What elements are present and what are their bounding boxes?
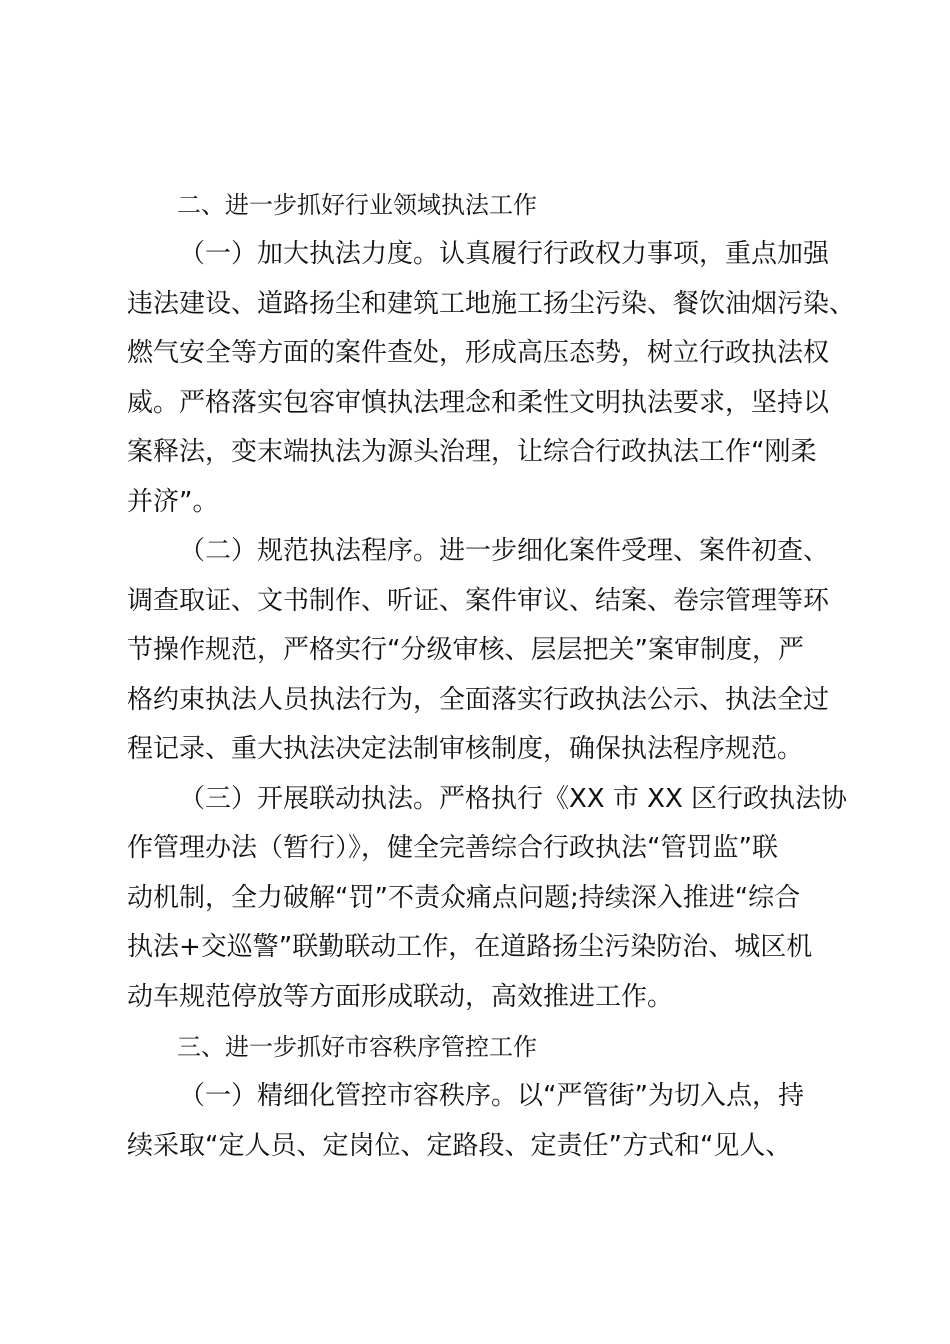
text-line: 作管理办法（暂行）》，健全完善综合行政执法“管罚监”联 [127, 833, 778, 863]
text-line: 威。严格落实包容审慎执法理念和柔性文明执法要求，坚持以 [127, 387, 830, 418]
paragraph-3-1 [127, 1072, 837, 1171]
text-line: 并济”。 [127, 486, 219, 517]
text-line: （三）开展联动执法。严格执行《XX 市 XX 区行政执法协 [179, 783, 848, 814]
text-line: （二）规范执法程序。进一步细化案件受理、案件初查、 [179, 536, 830, 566]
text-line: 动机制，全力破解“罚”不责众痛点问题;持续深入推进“综合 [127, 882, 801, 913]
document-body [127, 180, 856, 1171]
text-line: 调查取证、文书制作、听证、案件审议、结案、卷宗管理等环 [127, 585, 830, 616]
section-heading-2: 二、进一步抓好行业领域执法工作 [177, 191, 537, 219]
text-line: 动车规范停放等方面形成联动，高效推进工作。 [127, 981, 674, 1012]
paragraph-2-3 [127, 775, 848, 1023]
text-line: 执法+交巡警”联勤联动工作，在道路扬尘污染防治、城区机 [127, 932, 813, 962]
text-line: 燃气安全等方面的案件查处，形成高压态势，树立行政执法权 [127, 338, 830, 368]
text-line: 续采取“定人员、定岗位、定路段、定责任”方式和“见人、 [127, 1130, 792, 1161]
text-line: （一）精细化管控市容秩序。以“严管街”为切入点，持 [179, 1081, 804, 1111]
section-heading-3: 三、进一步抓好市容秩序管控工作 [177, 1033, 537, 1061]
paragraph-2-2 [127, 527, 837, 775]
text-line: 案释法，变末端执法为源头治理，让综合行政执法工作“刚柔 [127, 437, 817, 467]
text-line: 节操作规范，严格实行“分级审核、层层把关”案审制度，严 [127, 635, 804, 665]
text-line: （一）加大执法力度。认真履行行政权力事项，重点加强 [179, 239, 830, 269]
paragraph-2-1 [127, 230, 856, 527]
text-line: 程记录、重大执法决定法制审核制度，确保执法程序规范。 [127, 734, 804, 764]
text-line: 格约束执法人员执法行为，全面落实行政执法公示、执法全过 [127, 684, 830, 715]
text-line: 违法建设、道路扬尘和建筑工地施工扬尘污染、餐饮油烟污染、 [127, 288, 856, 319]
